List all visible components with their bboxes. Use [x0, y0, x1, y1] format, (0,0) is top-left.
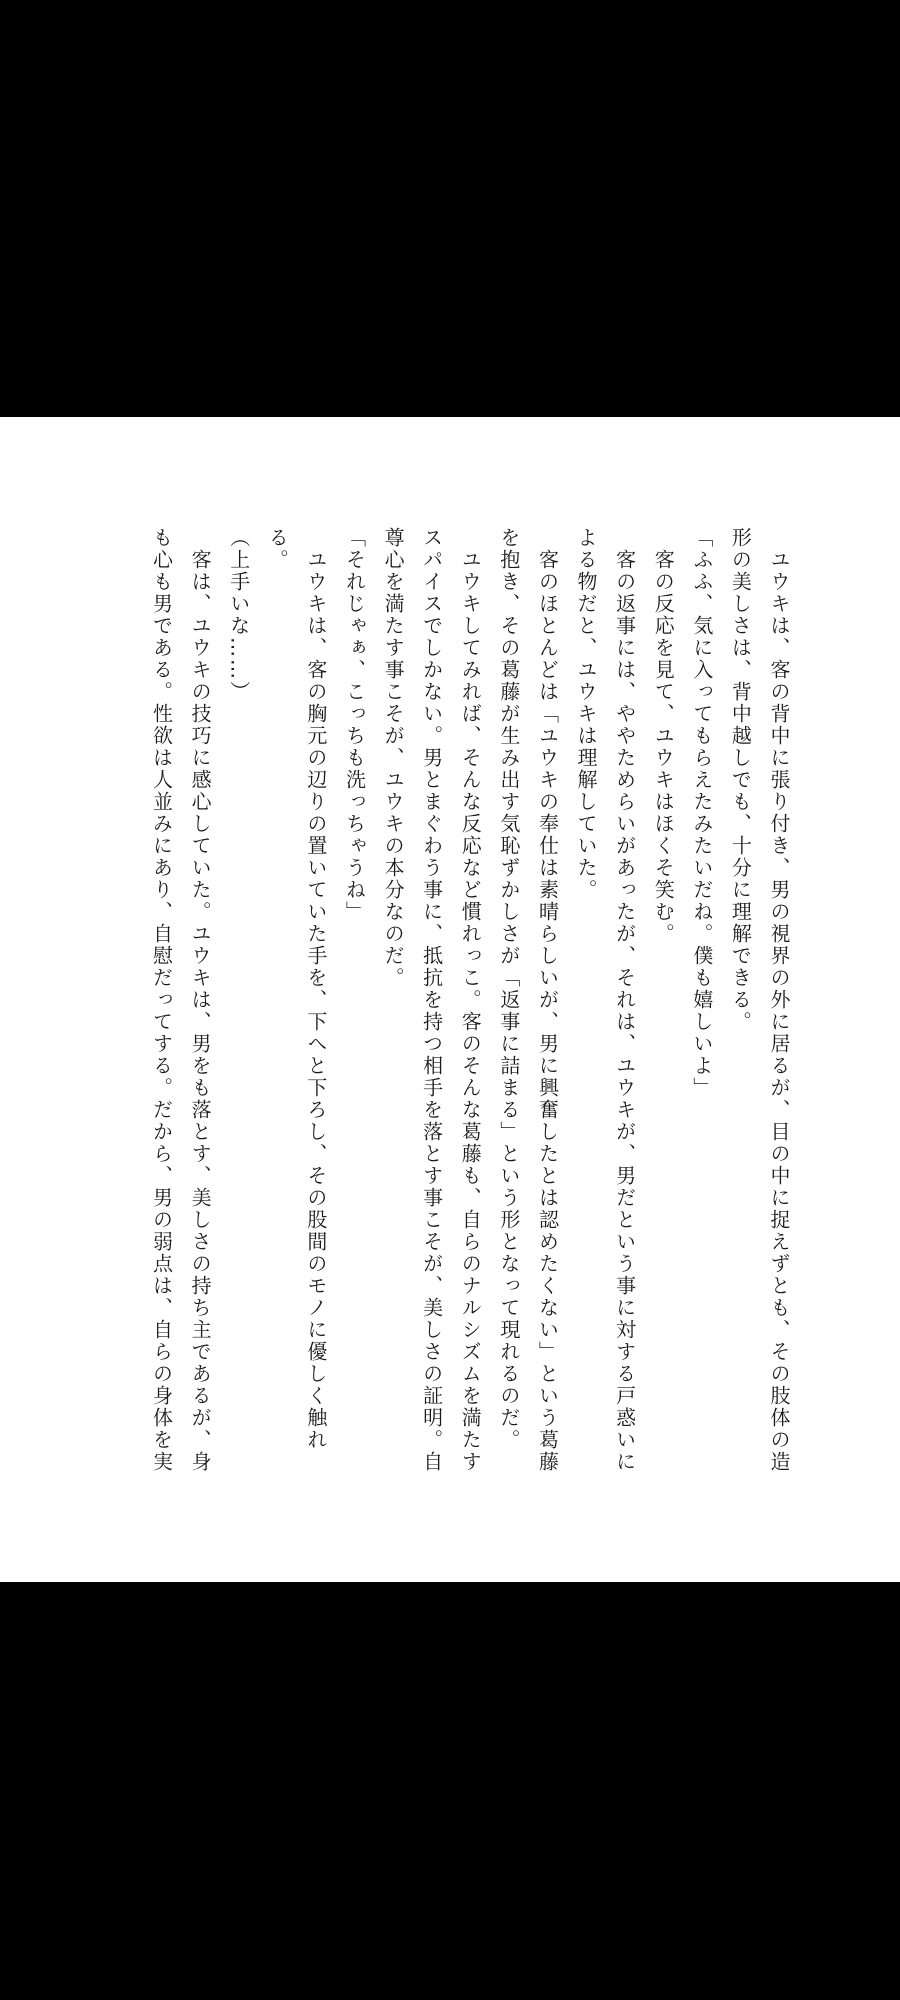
text-line: スパイスでしかない。男とまぐわう事に、抵抗を持つ相手を落とす事こそが、美しさの証明。自	[419, 527, 444, 1473]
text-line: を抱き、その葛藤が生み出す気恥ずかしさが「返事に詰まる」という形となって現れるのだ。	[496, 527, 521, 1451]
text-line: ユウキは、客の背中に張り付き、男の視界の外に居るが、目の中に捉えずとも、その肢体の造	[767, 527, 791, 1473]
text-line: 客は、ユウキの技巧に感心していた。ユウキは、男をも落とす、美しさの持ち主であるが、身	[188, 527, 213, 1473]
book-page[interactable]	[0, 417, 900, 1582]
text-line: よる物だと、ユウキは理解していた。	[574, 527, 599, 901]
text-line: 「それじゃぁ、こっちも洗っちゃうね」	[342, 527, 367, 923]
text-line: 「ふふ、気に入ってもらえたみたいだね。僕も嬉しいよ」	[689, 527, 714, 1099]
text-line: （上手いな……）	[226, 527, 251, 703]
top-black-bar	[0, 0, 900, 417]
text-line: も心も男である。性欲は人並みにあり、自慰だってする。だから、男の弱点は、自らの身体を実	[149, 527, 174, 1473]
text-line: 客の反応を見て、ユウキはほくそ笑む。	[651, 527, 676, 945]
text-line: 客のほとんどは「ユウキの奉仕は素晴らしいが、男に興奮したとは認めたくない」という葛藤	[535, 527, 560, 1473]
text-line: 尊心を満たす事こそが、ユウキの本分なのだ。	[381, 527, 406, 989]
text-line: 客の返事には、ややためらいがあったが、それは、ユウキが、男だという事に対する戸惑いに	[612, 527, 637, 1473]
vertical-text-body	[142, 527, 798, 1487]
text-line: ユウキは、客の胸元の辺りの置いていた手を、下へと下ろし、その股間のモノに優しく触れ	[303, 527, 328, 1451]
text-line: る。	[265, 527, 290, 571]
text-line: 形の美しさは、背中越しでも、十分に理解できる。	[728, 527, 753, 1033]
bottom-black-bar	[0, 1582, 900, 2000]
text-line: ユウキしてみれば、そんな反応など慣れっこ。客のそんな葛藤も、自らのナルシズムを満たす	[458, 527, 483, 1473]
